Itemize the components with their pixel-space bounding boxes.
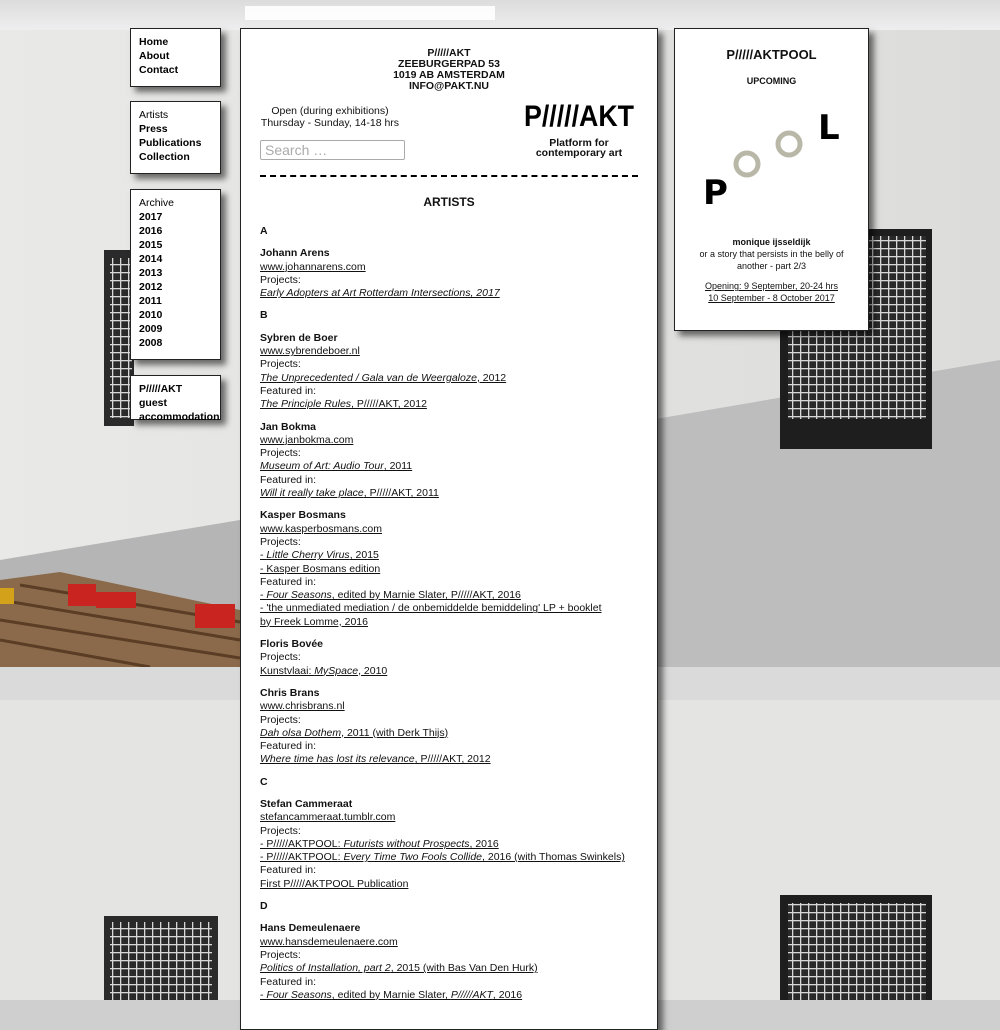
archive-year-2011[interactable]: 2011 [139,295,162,307]
featured-line-2: by Freek Lomme, 2016 [260,615,368,628]
letter-heading-d: D [260,900,268,913]
project-link[interactable] [260,838,499,850]
primary-nav [130,28,221,87]
artist-name: Floris Bovée [260,638,324,651]
exhibition-desc-2: another - part 2/3 [736,261,807,271]
featured-rest: , P/////AKT, 2012 [351,398,427,411]
featured-title: Four Seasons [266,589,332,602]
artist-name: Stefan Cammeraat [260,797,353,810]
paktpool-panel [674,28,869,331]
project-link[interactable] [260,727,448,739]
logo-text: P/////AKT [524,100,634,131]
featured-rest: , P/////AKT, 2012 [414,753,491,766]
featured-rest: , P/////AKT, 2011 [363,487,439,500]
artist-list [260,225,640,1011]
featured-title: The Principle Rules [260,398,352,411]
projects-label: Projects: [260,535,301,548]
project-prefix: - P/////AKTPOOL: [260,837,344,850]
project-prefix: - P/////AKTPOOL: [260,851,344,864]
featured-link[interactable] [260,602,602,627]
artist-name: Hans Demeulenaere [260,922,361,935]
project-title: Museum of Art: Audio Tour [260,460,384,473]
archive-year-2014[interactable]: 2014 [139,253,163,265]
projects-label: Projects: [260,713,301,726]
artist-website-link[interactable]: www.sybrendeboer.nl [260,345,360,358]
address-block [241,48,657,92]
project-year: , 2016 [469,837,499,850]
project-title: MySpace [314,664,359,677]
artist-entry [260,687,640,767]
hours-line-2: Thursday - Sunday, 14-18 hrs [260,117,400,129]
letter-heading-c: C [260,775,268,788]
project-title: Little Cherry Virus [266,549,350,562]
archive-year-2017[interactable]: 2017 [139,211,163,223]
hours-line-1: Open (during exhibitions) [271,105,389,117]
archive-year-2013[interactable]: 2013 [139,267,163,279]
nav-home-link[interactable]: Home [139,36,169,48]
project-rest: , 2011 (with Derk Thijs) [341,726,449,739]
secondary-nav [130,101,221,174]
project-link[interactable] [260,372,506,384]
featured-label: Featured in: [260,864,317,877]
platform-line-2: contemporary art [535,147,623,159]
exhibition-desc-1: or a story that persists in the belly of [699,249,844,259]
artist-website-link[interactable]: www.kasperbosmans.com [260,522,382,535]
guest-nav [130,375,221,423]
nav-press-link[interactable]: Press [139,123,168,135]
artist-entry [260,247,640,300]
archive-year-2009[interactable]: 2009 [139,323,163,335]
guest-line-1: P/////AKT guest [139,383,183,409]
archive-year-2010[interactable]: 2010 [139,309,163,321]
projects-label: Projects: [260,358,301,371]
artist-entry [260,922,640,1002]
featured-mid: , edited by Marnie Slater, [331,988,451,1001]
featured-prefix: - [260,589,267,602]
opening-hours [259,105,401,129]
projects-label: Projects: [260,273,301,286]
nav-about-link[interactable]: About [139,50,170,62]
featured-label: Featured in: [260,575,317,588]
artist-website-link[interactable]: www.johannarens.com [260,260,366,273]
archive-year-2016[interactable]: 2016 [139,225,163,237]
archive-title: Archive [139,197,175,209]
featured-title: Will it really take place [260,487,364,500]
artist-name: Sybren de Boer [260,331,338,344]
letter-heading-b: B [260,309,268,322]
nav-publications-link[interactable]: Publications [139,137,202,149]
upcoming-exhibition [689,236,854,304]
pool-logo-graphic[interactable] [695,105,845,209]
artist-entry [260,798,640,891]
featured-title-2: P/////AKT [450,988,493,1001]
featured-link[interactable] [260,753,491,765]
platform-tagline [529,138,629,158]
artist-website-link[interactable]: stefancammeraat.tumblr.com [260,811,396,824]
featured-link[interactable] [260,989,522,1001]
artist-website-link[interactable]: www.chrisbrans.nl [260,700,345,713]
paktpool-title[interactable]: P/////AKTPOOL [726,47,817,62]
artist-name: Chris Brans [260,686,320,699]
archive-year-2012[interactable]: 2012 [139,281,163,293]
featured-prefix: - [260,988,267,1001]
exhibition-artist: monique ijsseldijk [732,237,811,247]
project-title: Dah olsa Dothem [260,726,342,739]
pool-letter-o-1 [736,153,758,175]
project-year: , 2015 [349,549,379,562]
artist-website-link[interactable]: www.hansdemeulenaere.com [260,935,398,948]
letter-heading-a: A [260,225,268,237]
projects-label: Projects: [260,948,301,961]
address-street: ZEEBURGERPAD 53 [398,58,500,70]
featured-link[interactable] [260,487,439,499]
project-link[interactable]: - Kasper Bosmans edition [260,562,381,575]
archive-year-2015[interactable]: 2015 [139,239,163,251]
contact-email[interactable]: INFO@PAKT.NU [408,80,490,92]
project-prefix: Kunstvlaai: [260,664,315,677]
project-link[interactable] [260,460,412,472]
org-name: P/////AKT [427,47,471,59]
artist-entry [260,638,640,678]
project-prefix: - [260,549,267,562]
guest-line-2: accommodation [139,411,220,423]
project-link[interactable] [260,851,625,863]
project-link[interactable] [260,665,387,677]
featured-line-1: - 'the unmediated mediation / de onbemiddelde bemiddeling' LP + booklet [260,602,602,615]
project-title: Politics of Installation, part 2 [260,962,391,975]
nav-collection-link[interactable]: Collection [139,151,190,163]
artist-name: Johann Arens [260,247,330,260]
artist-website-link[interactable]: www.janbokma.com [260,433,354,446]
main-content [240,28,658,1030]
project-link[interactable] [260,549,379,561]
artist-entry [260,421,640,501]
exhibition-dates-link[interactable]: 10 September - 8 October 2017 [708,293,835,303]
project-rest: , 2015 (with Bas Van Den Hurk) [390,962,538,975]
featured-link[interactable]: First P/////AKTPOOL Publication [260,877,409,890]
pool-letter-o-2 [778,133,800,155]
project-link[interactable]: Early Adopters at Art Rotterdam Intersections, 2017 [260,287,500,300]
pool-letter-p: P [703,173,728,209]
upcoming-label: UPCOMING [746,76,797,86]
project-year: , 2011 [383,460,413,473]
search-input[interactable] [260,140,405,160]
artist-name: Kasper Bosmans [260,509,346,522]
artist-entry [260,332,640,412]
project-title: Every Time Two Fools Collide [343,851,483,864]
project-year: , 2010 [358,664,388,677]
nav-artists-link[interactable]: Artists [139,109,169,121]
archive-nav [130,189,221,360]
featured-label: Featured in: [260,740,317,753]
nav-contact-link[interactable]: Contact [139,64,179,76]
featured-title: Where time has lost its relevance [260,753,415,766]
projects-label: Projects: [260,447,301,460]
featured-label: Featured in: [260,384,317,397]
pakt-logo[interactable] [524,99,636,131]
platform-line-1: Platform for [549,137,609,149]
featured-label: Featured in: [260,975,317,988]
artist-name: Jan Bokma [260,420,317,433]
guest-accommodation-link[interactable] [139,382,220,424]
featured-link[interactable] [260,589,521,601]
featured-title: Four Seasons [266,988,332,1001]
featured-rest: , edited by Marnie Slater, P/////AKT, 2016 [331,589,521,602]
project-link[interactable] [260,962,538,974]
projects-label: Projects: [260,651,301,664]
address-city: 1019 AB AMSTERDAM [393,69,505,81]
page-title: ARTISTS [423,195,475,209]
project-title: Futurists without Prospects [343,837,470,850]
pool-letter-l: L [818,108,840,148]
archive-year-2008[interactable]: 2008 [139,337,163,349]
exhibition-opening-link[interactable]: Opening: 9 September, 20-24 hrs [704,281,839,291]
artist-entry [260,509,640,629]
projects-label: Projects: [260,824,301,837]
featured-link[interactable] [260,398,427,410]
featured-year: , 2016 [492,988,523,1001]
dashed-divider [260,175,638,177]
project-rest: , 2016 (with Thomas Swinkels) [482,851,625,864]
project-title: The Unprecedented / Gala van de Weergaloze [260,371,477,384]
project-year: , 2012 [476,371,507,384]
featured-label: Featured in: [260,473,317,486]
